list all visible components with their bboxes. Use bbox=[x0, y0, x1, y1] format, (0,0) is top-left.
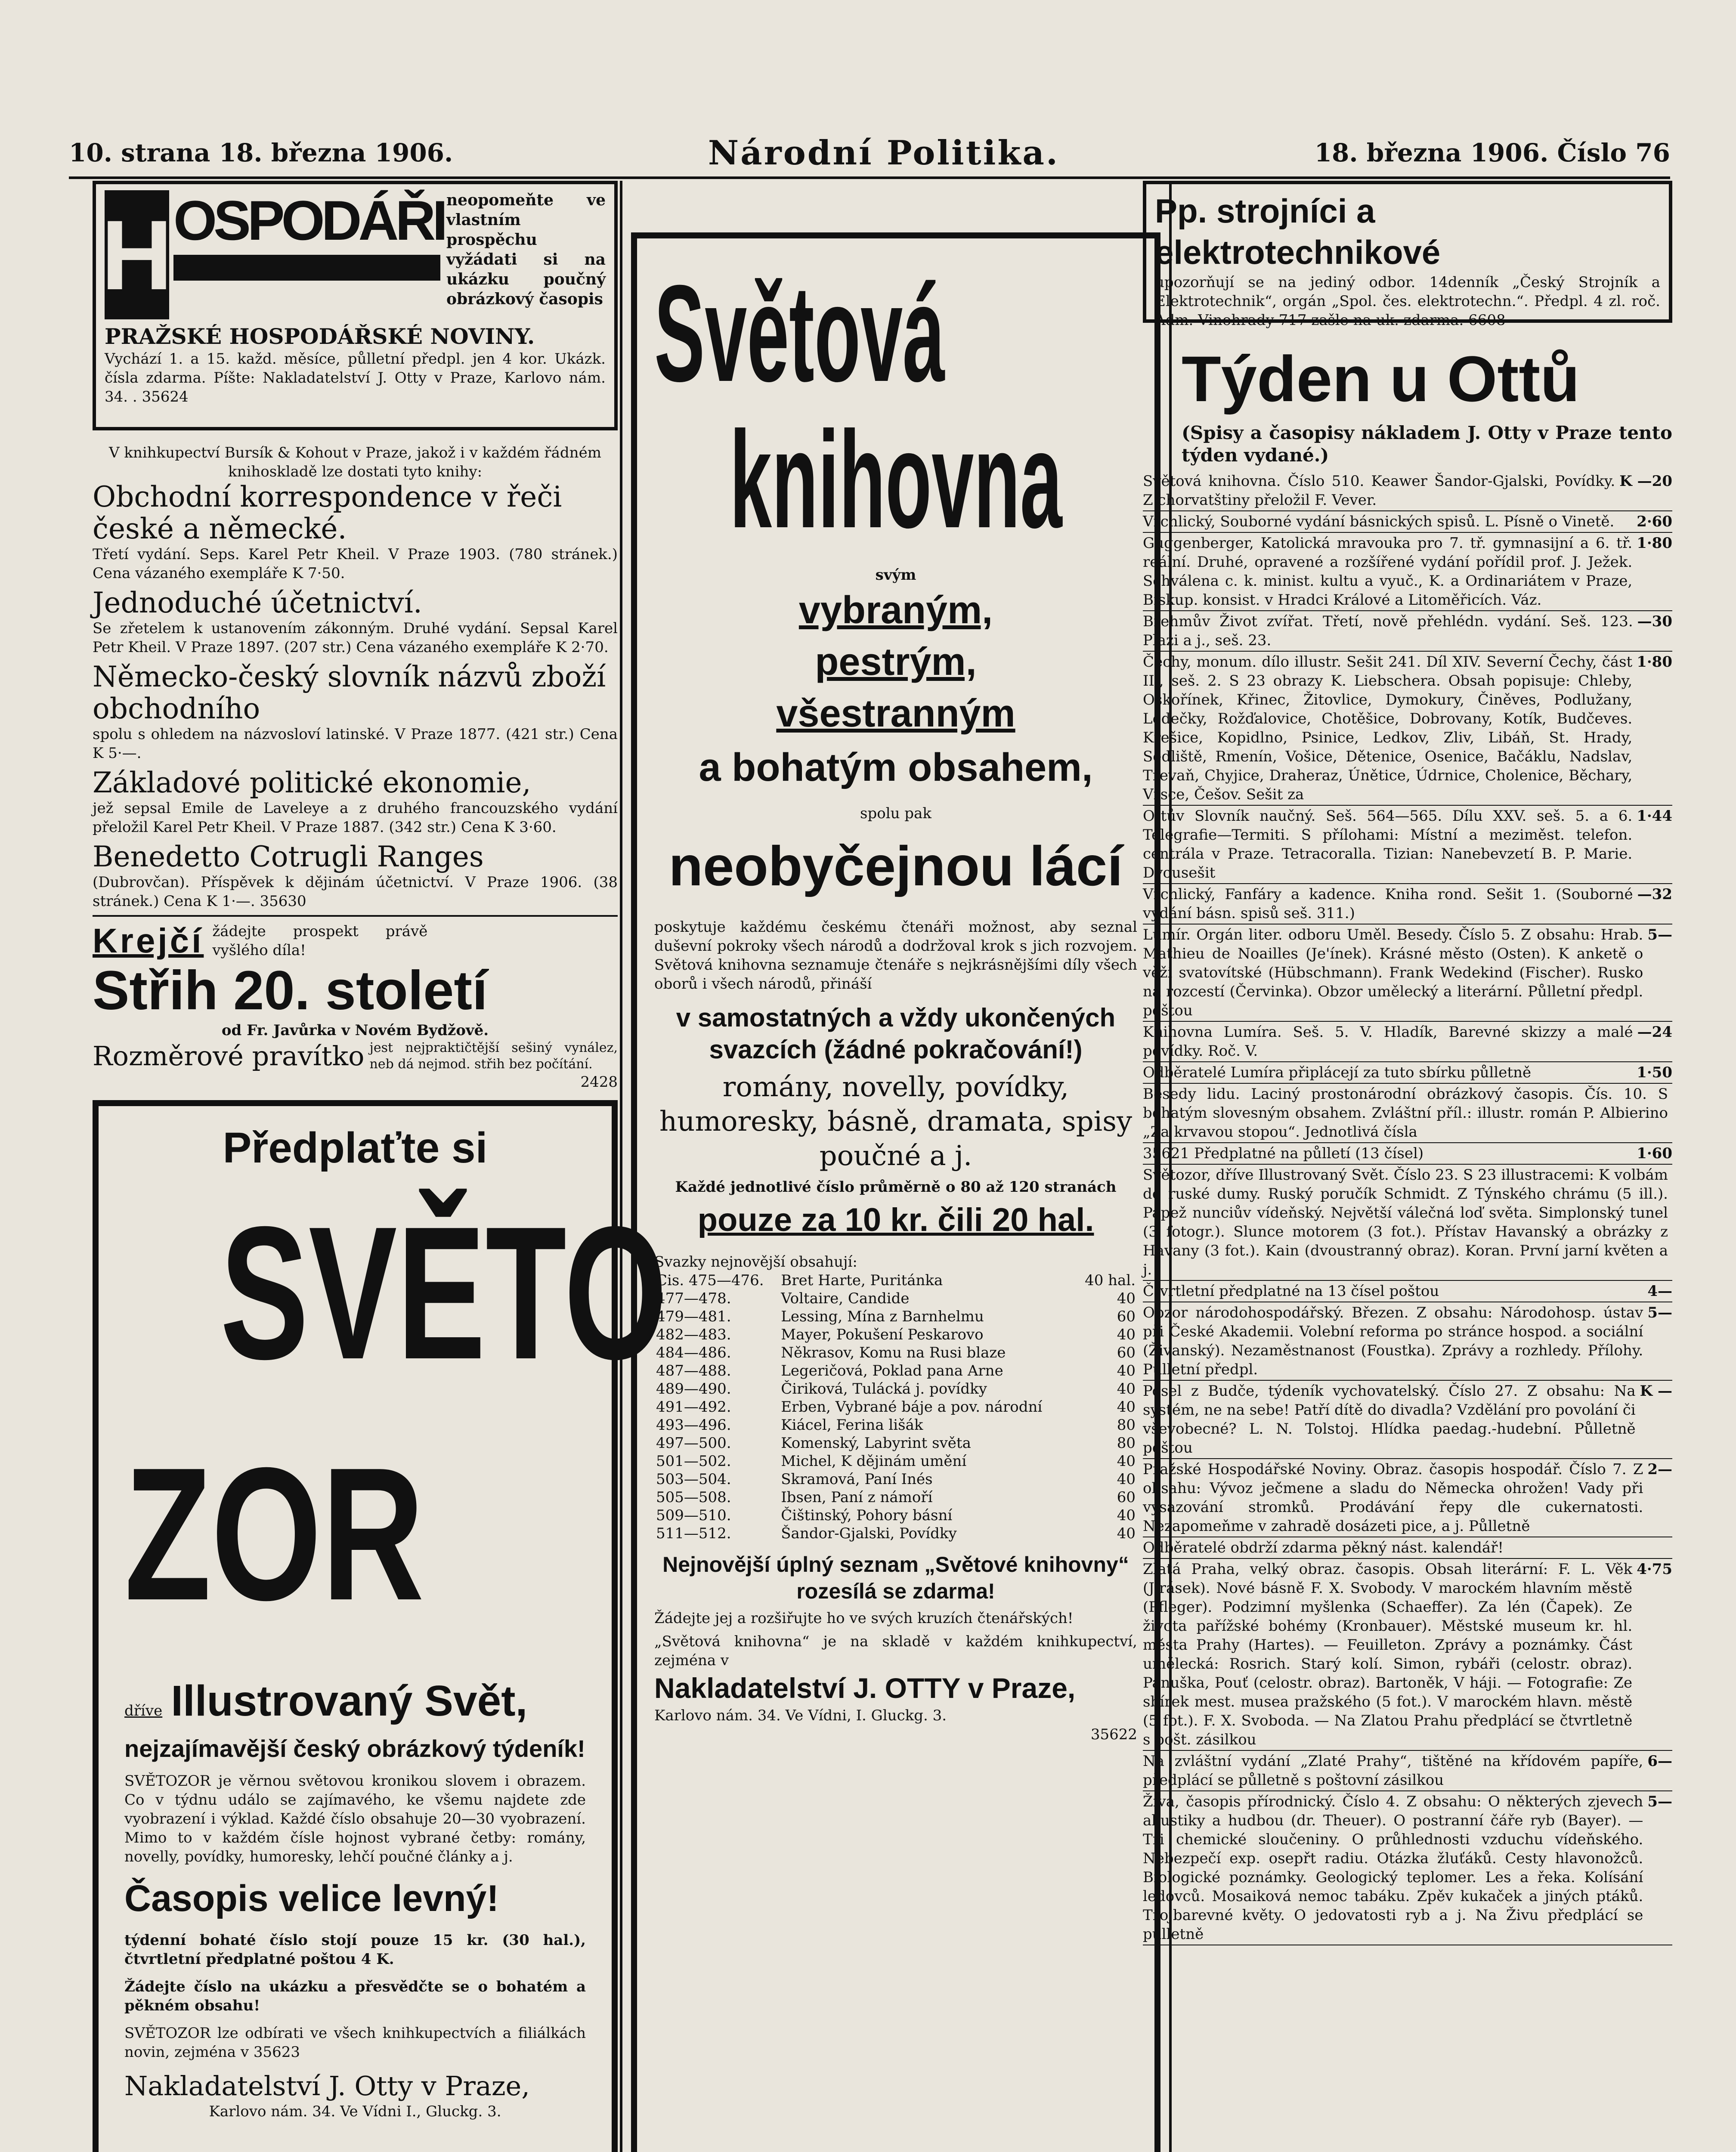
svazek-cis: 511—512. bbox=[656, 1525, 731, 1542]
entry-text: Posel z Budče, týdeník vychovatelský. Číslo 27. Z obsahu: Na systém, ne na sebe! Patří dítě do divadla? Vzdělání pro povolání či vševobecné? L. N. Tolstoj. Hlídka paedag.-hudební. Půlletně poštou bbox=[1143, 1382, 1636, 1456]
entry-price: 1·50 bbox=[1637, 1064, 1672, 1081]
svazek-row bbox=[654, 1488, 1137, 1506]
svazek-row bbox=[654, 1344, 1137, 1362]
header-left: 10. strana 18. března 1906. bbox=[69, 138, 453, 167]
svazek-hal: 60 bbox=[1117, 1344, 1136, 1361]
svazek-title: Lessing, Mína z Barnhelmu bbox=[781, 1308, 984, 1325]
entries-list bbox=[1143, 471, 1672, 1945]
svetozor-drive: dříve bbox=[124, 1702, 163, 1719]
hospodari-initial: H bbox=[105, 190, 169, 319]
krejci-title: Střih 20. století bbox=[93, 960, 488, 1021]
zadejte: Žádejte jej a rozšiřujte ho ve svých kruzích čtenářských! bbox=[654, 1610, 1074, 1627]
krejci-code: 2428 bbox=[580, 1073, 618, 1091]
entry-text: Čechy, monum. dílo illustr. Sešit 241. Díl XIV. Severní Čechy, část II., seš. 2. S 23 obrazy K. Liebschera. Obsah popisuje: Chleby, Oskořínek, Křinec, Žitovlice, Dymokury, Činěves, Podlužany, Ledečky, Rožďalovice, Chotěšice, Dobrovany, Kotík, Budčeves. Křešice, Kopidlno, Psinice, Ledkov, Zliv, Libáň, St. Hrady, Sedliště, Rmenín, Vošice, Dětenice, Osenice, Bačáklu, Nadslav, Třevaň, Chyjice, Draheraz, Únětice, Údrnice, Cholenice, Běchary, Vrsce, Češov. Sešit za bbox=[1143, 653, 1633, 803]
krejci-from: od Fr. Javůrka v Novém Bydžově. bbox=[221, 1022, 489, 1039]
svazek-title: Kiácel, Ferina lišák bbox=[781, 1416, 923, 1434]
entry bbox=[1143, 1165, 1672, 1281]
obsah: a bohatým obsahem, bbox=[699, 745, 1093, 789]
ad-svetozor bbox=[93, 1100, 667, 2152]
svetozor-body: SVĚTOZOR je věrnou světovou kronikou slovem i obrazem. Co v týdnu událo se zajímavého, ke všemu najdete zde vyobrazení i výklad. Každé číslo obsahuje 20—30 vyobrazení. Mimo to v každém čísle hojnost vybrané četby: romány, novelly, povídky, humoresky, lehčí poučné články a j. bbox=[124, 1772, 586, 1865]
svazek-hal: 60 bbox=[1117, 1489, 1136, 1506]
book-title: Obchodní korrespondence v řeči české a německé. bbox=[93, 480, 562, 545]
book-title: Benedetto Cotrugli Ranges bbox=[93, 840, 484, 873]
svazek-row bbox=[654, 1289, 1137, 1308]
pestrym: pestrým, bbox=[815, 640, 977, 683]
entry bbox=[1143, 884, 1672, 924]
svazek-cis: 484—486. bbox=[656, 1344, 731, 1361]
entry bbox=[1143, 1281, 1672, 1302]
knihovna-code: 35622 bbox=[1090, 1726, 1137, 1743]
svazky-table bbox=[654, 1271, 1137, 1543]
kazde: Každé jednotlivé číslo průměrně o 80 až 120 stranách bbox=[675, 1178, 1117, 1196]
entry-price: 1·80 bbox=[1637, 653, 1672, 671]
book-desc: spolu s ohledem na názvosloví latinské. V Praze 1877. (421 str.) Cena K 5·—. bbox=[93, 726, 618, 762]
header-right: 18. března 1906. Číslo 76 bbox=[1314, 138, 1670, 167]
entry bbox=[1143, 1751, 1672, 1791]
svazek-hal: 40 bbox=[1117, 1471, 1136, 1488]
entry-text: Ottův Slovník naučný. Seš. 564—565. Dílu XXV. seš. 5. a 6. Telegrafie—Termiti. S přílohami: Místní a meziměst. telefon. centrála v Praze. Tetracoralla. Tizian: Nanebevzetí B. P. Marie. Dvousešit bbox=[1143, 807, 1633, 881]
svazek-cis: 487—488. bbox=[656, 1362, 731, 1379]
entry bbox=[1143, 924, 1672, 1022]
books-ad bbox=[93, 443, 618, 911]
svazek-cis: 497—500. bbox=[656, 1435, 731, 1452]
svazek-cis: 501—502. bbox=[656, 1453, 731, 1470]
book-title: Německo-český slovník názvů zboží obchodního bbox=[93, 660, 606, 725]
svazek-hal: 60 bbox=[1117, 1308, 1136, 1325]
svazky-head: Svazky nejnovější obsahují: bbox=[654, 1253, 857, 1271]
entry-text: Zlatá Praha, velký obraz. časopis. Obsah literární: F. L. Věk (Jirásek). Nové básně F. X. Svobody. V marockém hlavním městě (Pfleger). Podzimní myšlenka (Schaeffer). Za lén (Čapek). Ze života pařížské bohémy (Kronbauer). Městské museum kr. hl. města Prahy (Hartes). — Feuilleton. Zprávy a poznámky. Část umělecká: Rosrich. Starý kolí. Simon, rybáři (celostr. obraz). Panuška, Pouť (celostr. obraz). Bartoněk, V háji. — Fotografie: Ze sbírek mest. musea pražského (5 fot.). V marockém hlavn. městě (5 fot.). F. X. Svoboda. — Na Zlatou Prahu předplácí se čtvrtletně s pošt. zásilkou bbox=[1143, 1561, 1633, 1748]
svazek-title: Legeričová, Poklad pana Arne bbox=[781, 1362, 1003, 1379]
entry bbox=[1143, 471, 1672, 511]
svazek-hal: 40 hal. bbox=[1085, 1272, 1136, 1289]
svazek-cis: 503—504. bbox=[656, 1471, 731, 1488]
entry bbox=[1143, 1302, 1672, 1381]
svazek-row bbox=[654, 1434, 1137, 1452]
entry-price: 1·60 bbox=[1637, 1145, 1672, 1162]
entry-price: 1·80 bbox=[1637, 535, 1672, 552]
svazek-cis: 509—510. bbox=[656, 1507, 731, 1524]
entry-price: —32 bbox=[1637, 886, 1672, 903]
entry-text: Odběratelé Lumíra připlácejí za tuto sbírku půlletně bbox=[1143, 1064, 1532, 1081]
column-middle bbox=[620, 181, 1172, 2152]
spolu: spolu pak bbox=[860, 805, 931, 822]
samostatnych: v samostatných a vždy ukončených svazcích (žádné pokračování!) bbox=[676, 1003, 1116, 1064]
entry bbox=[1143, 1459, 1672, 1537]
entry bbox=[1143, 1791, 1672, 1945]
svazek-cis: 491—492. bbox=[656, 1398, 731, 1416]
entry-text: Čtvrtletní předplatné na 13 čísel poštou bbox=[1143, 1283, 1439, 1300]
entry-text: Besedy lidu. Laciný prostonárodní obrázkový časopis. Čís. 10. S bohatým slovesným obsahem. Zvláštní příl.: illustr. román P. Albierino „Za krvavou stopou“. Jednotlivá čísla bbox=[1143, 1085, 1668, 1141]
hospodari-info: Vychází 1. a 15. každ. měsíce, půlletní předpl. jen 4 kor. Ukázk. čísla zdarma. Píšte: Nakladatelství J. Otty v Praze, Karlovo nám. 34. . 35624 bbox=[105, 350, 606, 405]
strojnici-body: upozorňují se na jediný odbor. 14denník „Český Strojník a Elektrotechnik“, orgán „Spol. čes. elektrotechn.“. Předpl. 4 zl. roč. Adm. Vinohrady 717 zašle na uk. zdarma. 6608 bbox=[1155, 274, 1660, 329]
svetozor-delice: Časopis velice levný! bbox=[124, 1878, 499, 1919]
svazek-title: Bret Harte, Puritánka bbox=[781, 1272, 943, 1289]
svazek-title: Voltaire, Candide bbox=[781, 1290, 910, 1307]
svazek-cis: 479—481. bbox=[656, 1308, 731, 1325]
entry-text: Guggenberger, Katolická mravouka pro 7. tř. gymnasijní a 6. tř. reální. Druhé, opravené a rozšířené vydání pořídil prof. J. Ježek. Schválena c. k. minist. kultu a vyuč., K. a Ordinariátem v Praze, Biskup. konsist. v Hradci Králové a Litoměřicích. Váz. bbox=[1143, 535, 1633, 609]
svazek-hal: 40 bbox=[1117, 1398, 1136, 1416]
svazek-cis: 505—508. bbox=[656, 1489, 731, 1506]
svazek-title: Šandor-Gjalski, Povídky bbox=[781, 1525, 957, 1542]
book-item bbox=[93, 767, 618, 837]
svazek-row bbox=[654, 1470, 1137, 1488]
svazek-hal: 80 bbox=[1117, 1435, 1136, 1452]
book-item bbox=[93, 587, 618, 657]
svetova-title-2: knihovna bbox=[729, 402, 1062, 557]
romany: romány, novelly, povídky, humoresky, básně, dramata, spisy poučné a j. bbox=[659, 1071, 1133, 1172]
book-item bbox=[93, 661, 618, 763]
books-intro: V knihkupectví Bursík & Kohout v Praze, jakož i v každém řádném knihoskladě lze dostati tyto knihy: bbox=[109, 444, 601, 480]
svym: svým bbox=[875, 566, 916, 584]
entry-price: K — bbox=[1640, 1382, 1672, 1400]
entry bbox=[1143, 1559, 1672, 1751]
svetozor-price: týdenní bohaté číslo stojí pouze 15 kr. (30 hal.), čtvrtletní předplatné poštou 4 K. bbox=[124, 1932, 586, 1968]
krejci-note: žádejte prospekt právě vyšlého díla! bbox=[212, 923, 428, 959]
svazek-cis: 477—478. bbox=[656, 1290, 731, 1307]
entry bbox=[1143, 806, 1672, 884]
svetozor-top: Předplaťte si bbox=[223, 1124, 488, 1172]
book-item bbox=[93, 481, 618, 583]
entry-price: 2— bbox=[1647, 1461, 1672, 1478]
pouze: pouze za 10 kr. čili 20 hal. bbox=[697, 1202, 1094, 1238]
svetova-title-1: Světová bbox=[654, 256, 945, 410]
entry-price: K —20 bbox=[1619, 473, 1672, 490]
entry bbox=[1143, 1143, 1672, 1165]
svetozor-ukazka: Žádejte číslo na ukázku a přesvědčte se o bohatém a pěkném obsahu! bbox=[124, 1978, 586, 2014]
svetozor-publisher: Nakladatelství J. Otty v Praze, bbox=[124, 2070, 530, 2102]
entry-text: Obzor národohospodářský. Březen. Z obsahu: Národohosp. ústav při České Akademii. Volební reforma po stránce hospod. a sociální (Živanský). Nezaměstnanost (Foustka). Zprávy a rozhledy. Přílohy. Půlletní předpl. bbox=[1143, 1304, 1643, 1378]
svazek-row bbox=[654, 1326, 1137, 1344]
svazek-row bbox=[654, 1271, 1137, 1289]
entry bbox=[1143, 611, 1672, 652]
entry-price: —30 bbox=[1637, 613, 1672, 630]
tyden-title: Týden u Ottů bbox=[1182, 343, 1580, 415]
entry-text: Světová knihovna. Číslo 510. Keawer Šandor-Gjalski, Povídky. Z chorvatštiny přeložil F. Vever. bbox=[1143, 473, 1615, 509]
seznam: Nejnovější úplný seznam „Světové knihovny“ rozesílá se zdarma! bbox=[662, 1552, 1129, 1603]
svazek-title: Mayer, Pokušení Peskarovo bbox=[781, 1326, 984, 1343]
entry bbox=[1143, 1537, 1672, 1559]
krejci-word: Krejčí bbox=[93, 921, 204, 960]
svazek-title: Skramová, Paní Inés bbox=[781, 1471, 933, 1488]
svetozor-ilust: Illustrovaný Svět, bbox=[171, 1677, 528, 1725]
svazek-cis: 493—496. bbox=[656, 1416, 731, 1434]
ad-krejci bbox=[93, 921, 618, 1091]
svazek-cis: 482—483. bbox=[656, 1326, 731, 1343]
hospodari-name: PRAŽSKÉ HOSPODÁŘSKÉ NOVINY. bbox=[105, 324, 535, 349]
ad-svetova-knihovna bbox=[631, 232, 1160, 2152]
entry-text: Odběratelé obdrží zdarma pěkný nást. kalendář! bbox=[1143, 1539, 1504, 1556]
svazek-row bbox=[654, 1506, 1137, 1524]
svazek-row bbox=[654, 1362, 1137, 1380]
entry-text: Knihovna Lumíra. Seš. 5. V. Hladík, Barevné skizzy a malé povídky. Roč. V. bbox=[1143, 1023, 1633, 1060]
svazek-title: Ibsen, Paní z námoří bbox=[781, 1489, 933, 1506]
svazek-hal: 80 bbox=[1117, 1416, 1136, 1434]
svetozor-odbirat: SVĚTOZOR lze odbírati ve všech knihkupectvích a filiálkách novin, zejména v 35623 bbox=[124, 2025, 586, 2061]
svetozor-address: Karlovo nám. 34. Ve Vídni I., Gluckg. 3. bbox=[209, 2103, 501, 2120]
book-title: Základové politické ekonomie, bbox=[93, 766, 531, 799]
svazek-row bbox=[654, 1398, 1137, 1416]
entry bbox=[1143, 1084, 1672, 1143]
entry-text: Brehmův Život zvířat. Třetí, nově přehlédn. vydání. Seš. 123. Plazi a j., seš. 23. bbox=[1143, 613, 1633, 649]
poskytuje: poskytuje každému českému čtenáři možnost, aby seznal duševní pokroky všech národů a dodržoval krok s jich rozvojem. Světová knihovna seznamuje čtenáře s nejkrásnějšími díly všech oborů i všech národů, přináší bbox=[654, 918, 1137, 993]
column-right bbox=[1143, 181, 1672, 2152]
book-desc: jež sepsal Emile de Laveleye a z druhého francouzského vydání přeložil Karel Petr Kheil. V Praze 1887. (342 str.) Cena K 3·60. bbox=[93, 800, 618, 836]
entry-text: Vrchlický, Fanfáry a kadence. Kniha rond. Sešit 1. (Souborné vydání básn. spisů seš. 311.) bbox=[1143, 886, 1633, 922]
entry bbox=[1143, 652, 1672, 806]
book-desc: (Dubrovčan). Příspěvek k dějinám účetnictví. V Praze 1906. (38 stránek.) Cena K 1·—. 35630 bbox=[93, 874, 618, 910]
entry-text: Živa, časopis přírodnický. Číslo 4. Z obsahu: O některých zjevech akustiky a hudbou (dr. Theuer). O postranní čáře ryb (Bayer). — Tři chemické sloučeniny. O průhlednosti vzduchu vídeňského. Nebezpečí exp. osepřt radiu. Otázka žluťáků. Cesty hlavonožců. Biologické poznámky. Geologický teplomer. Les a řeka. Kolísání ledovců. Mosaiková nemoc tabáku. Zpěv kukaček a jiných ptáků. Trojbarevné květy. O jedovatosti ryb a j. Na Živu předplácí se půlletně bbox=[1143, 1793, 1643, 1943]
entry-text: Pražské Hospodářské Noviny. Obraz. časopis hospodář. Číslo 7. Z obsahu: Vývoz ječmene a sladu do Německa ohrožen! Vady při vysazování stromků. Prodávání řepy dle cukernatosti. Nezapomeňme v zahradě dosázeti pice, a j. Půlletně bbox=[1143, 1461, 1643, 1535]
ad-strojnici bbox=[1143, 181, 1672, 329]
entry bbox=[1143, 1381, 1672, 1459]
entry bbox=[1143, 533, 1672, 611]
column-left bbox=[93, 181, 667, 2152]
krejci-pravitko: Rozměrové pravítko bbox=[93, 1040, 365, 1072]
hospodari-word: OSPODÁŘI bbox=[173, 189, 445, 252]
tyden-u-ottu bbox=[1143, 336, 1672, 1945]
svazek-hal: 40 bbox=[1117, 1453, 1136, 1470]
svetozor-name-1: SVĚTO bbox=[220, 1187, 667, 1399]
entry-text: Lumír. Orgán liter. odboru Uměl. Besedy. Číslo 5. Z obsahu: Hrab. Mathieu de Noailles (Je'ínek). Krásné město (Osten). K anketě o věži svatovítské (Hübschmann). Frank Wedekind (Fischer). Rusko na rozcestí (Červinka). Obzor umělecký a literární. Půlletní předpl. poštou bbox=[1143, 926, 1643, 1019]
entry-text: 35621 Předplatné na půlletí (13 čísel) bbox=[1143, 1145, 1424, 1162]
entry-text: Světozor, dříve Illustrovaný Svět. Číslo 23. S 23 illustracemi: K volbám do ruské dumy. Ruský poručík Schmidt. Z Týnského chrámu (5 ill.). Papež nunciův vídeňský. Největší válečná loď světa. Simplonský tunel (3 fotogr.). Slunce motorem (3 fot.). Přístav Havanský a obrázky z Havany (3 fot.). Kain (dvoustranný obraz). Koran. První jarní květen a j. bbox=[1143, 1166, 1668, 1278]
svazek-row bbox=[654, 1416, 1137, 1434]
tyden-sub: (Spisy a časopisy nákladem J. Otty v Praze tento týden vydané.) bbox=[1182, 422, 1672, 466]
book-title: Jednoduché účetnictví. bbox=[93, 586, 422, 619]
ad-hospodari bbox=[93, 181, 618, 430]
svazek-hal: 40 bbox=[1117, 1380, 1136, 1398]
svazek-row bbox=[654, 1452, 1137, 1470]
entry-price: 6— bbox=[1647, 1753, 1672, 1770]
svazek-title: Komenský, Labyrint světa bbox=[781, 1435, 971, 1452]
entry-price: 4·75 bbox=[1637, 1561, 1672, 1578]
sklad: „Světová knihovna“ je na skladě v každém knihkupectví, zejména v bbox=[654, 1633, 1137, 1669]
svazek-hal: 40 bbox=[1117, 1290, 1136, 1307]
page-header bbox=[69, 129, 1670, 179]
knihovna-publisher: Nakladatelství J. OTTY v Praze, bbox=[654, 1672, 1076, 1704]
entry bbox=[1143, 1062, 1672, 1084]
svazek-row bbox=[654, 1308, 1137, 1326]
entry bbox=[1143, 1022, 1672, 1062]
book-desc: Třetí vydání. Seps. Karel Petr Kheil. V Praze 1903. (780 stránek.) Cena vázaného exempláře K 7·50. bbox=[93, 546, 618, 582]
entry bbox=[1143, 511, 1672, 533]
svazek-title: Čištinský, Pohory básní bbox=[781, 1507, 953, 1524]
svetozor-name-2: ZOR bbox=[124, 1428, 424, 1640]
svazek-hal: 40 bbox=[1117, 1525, 1136, 1542]
svazek-cis: 489—490. bbox=[656, 1380, 731, 1398]
svetozor-slogan: nejzajímavější český obrázkový týdeník! bbox=[124, 1735, 585, 1762]
laci: neobyčejnou lácí bbox=[668, 835, 1123, 897]
svazek-cis: Cis. 475—476. bbox=[656, 1272, 764, 1289]
svazek-title: Erben, Vybrané báje a pov. národní bbox=[781, 1398, 1043, 1416]
svazek-title: Někrasov, Komu na Rusi blaze bbox=[781, 1344, 1006, 1361]
svazek-row bbox=[654, 1380, 1137, 1398]
knihovna-address: Karlovo nám. 34. Ve Vídni, I. Gluckg. 3. bbox=[654, 1707, 947, 1724]
svazek-hal: 40 bbox=[1117, 1507, 1136, 1524]
hospodari-side-text: neopomeňte ve vlastním prospěchu vyžádati si na ukázku poučný obrázkový časopis bbox=[446, 191, 606, 308]
svazek-title: Michel, K dějinám umění bbox=[781, 1453, 967, 1470]
newspaper-title: Národní Politika. bbox=[708, 133, 1060, 173]
entry-price: 1·44 bbox=[1637, 807, 1672, 825]
entry-price: 5— bbox=[1647, 1793, 1672, 1810]
vsestrannym: všestranným bbox=[776, 692, 1015, 735]
svazek-row bbox=[654, 1524, 1137, 1543]
entry-text: Vrchlický, Souborné vydání básnických spisů. L. Písně o Vinetě. bbox=[1143, 513, 1615, 530]
entry-price: —24 bbox=[1637, 1023, 1672, 1041]
svazek-title: Čiriková, Tulácká j. povídky bbox=[781, 1380, 987, 1398]
entry-text: Na zvláštní vydání „Zlaté Prahy“, tištěné na křídovém papíře, předplácí se půlletně s poštovní zásilkou bbox=[1143, 1753, 1643, 1789]
entry-price: 5— bbox=[1647, 1304, 1672, 1321]
entry-price: 5— bbox=[1647, 926, 1672, 943]
strojnici-title: Pp. strojníci a elektrotechnikové bbox=[1155, 192, 1441, 271]
entry-price: 2·60 bbox=[1637, 513, 1672, 530]
book-item bbox=[93, 841, 618, 911]
vybranym: vybraným, bbox=[798, 589, 993, 632]
entry-price: 4— bbox=[1647, 1283, 1672, 1300]
krejci-pravitko-note: jest nejpraktičtější sešiný vynález, neb dá nejmod. střih bez počítání. bbox=[369, 1040, 618, 1072]
svazek-hal: 40 bbox=[1117, 1362, 1136, 1379]
svazek-hal: 40 bbox=[1117, 1326, 1136, 1343]
book-desc: Se zřetelem k ustanovením zákonným. Druhé vydání. Sepsal Karel Petr Kheil. V Praze 1897. (207 str.) Cena vázaného exempláře K 2·70. bbox=[93, 620, 618, 656]
